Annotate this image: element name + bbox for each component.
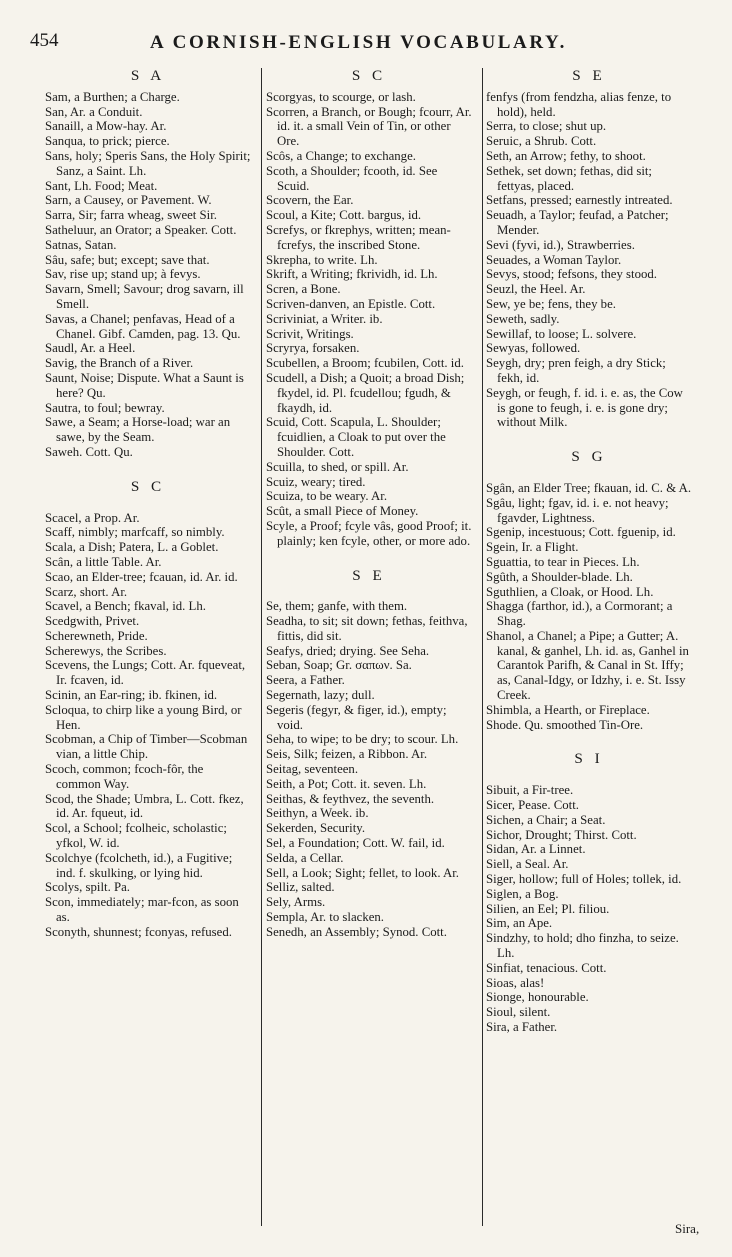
vocab-entry: Sell, a Look; Sight; fellet, to look. Ar. — [266, 865, 460, 880]
vocab-entry: Sanqua, to prick; pierce. — [45, 134, 170, 149]
vocab-entry: Shode. Qu. smoothed Tin-Ore. — [486, 717, 644, 732]
vocab-entry: Scuiz, weary; tired. — [266, 474, 366, 489]
vocab-entry: Seuzl, the Heel. Ar. — [486, 282, 586, 297]
vocab-entry: Sguthlien, a Cloak, or Hood. Lh. — [486, 584, 654, 599]
vocab-entry: Scuiza, to be weary. Ar. — [266, 489, 388, 504]
vocab-entry: Savarn, Smell; Savour; drog savarn, ill Smell. — [45, 282, 244, 311]
section-heading: S C — [130, 477, 166, 495]
vocab-entry: Sindzhy, to hold; dho finzha, to seize. Lh. — [486, 931, 679, 961]
vocab-entry: Shimbla, a Hearth, or Fireplace. — [486, 702, 650, 717]
vocab-entry: Siger, hollow; full of Holes; tollek, id. — [486, 872, 682, 887]
vocab-entry: Seis, Silk; feizen, a Ribbon. Ar. — [266, 747, 428, 762]
vocab-entry: Skrift, a Writing; fkrividh, id. Lh. — [266, 267, 438, 282]
vocab-entry: Sekerden, Security. — [266, 821, 366, 836]
vocab-entry: Scobman, a Chip of Timber—Scobman vian, a little Chip. — [45, 732, 248, 762]
vocab-entry: Sewyas, followed. — [486, 341, 581, 356]
entry-list — [45, 90, 251, 460]
vocab-entry: Sevi (fyvi, id.), Strawberries. — [486, 237, 635, 252]
vocab-entry: Se, them; ganfe, with them. — [266, 599, 408, 614]
vocab-entry: Sinfiat, tenacious. Cott. — [486, 960, 607, 975]
section-heading: S C — [351, 67, 387, 84]
vocab-entry: Scorren, a Branch, or Bough; fcourr, Ar. id. it. a small Vein of Tin, or other Ore. — [266, 104, 472, 149]
vocab-entry: Scryrya, forsaken. — [266, 341, 360, 356]
vocab-entry: Savas, a Chanel; penfavas, Head of a Chanel. Gibf. Camden, pag. 13. Qu. — [45, 311, 241, 341]
vocab-entry: Sav, rise up; stand up; à fevys. — [45, 267, 201, 282]
vocab-entry: Scût, a small Piece of Money. — [266, 504, 419, 519]
vocab-entry: Sanaill, a Mow-hay. Ar. — [45, 119, 167, 134]
vocab-entry: Scherewneth, Pride. — [45, 628, 148, 643]
vocab-entry: Serra, to close; shut up. — [486, 119, 607, 134]
column-2 — [266, 64, 472, 940]
vocab-entry: Sawe, a Seam; a Horse-load; war an sawe, by the Seam. — [45, 415, 231, 445]
vocab-entry: Scôs, a Change; to exchange. — [266, 148, 416, 163]
vocab-entry: Scherewys, the Scribes. — [45, 643, 167, 658]
vocab-entry: Scoth, a Shoulder; fcooth, id. See Scuid. — [266, 163, 438, 193]
vocab-entry: Saunt, Noise; Dispute. What a Saunt is here? Qu. — [45, 370, 244, 400]
vocab-entry: Siell, a Seal. Ar. — [486, 857, 569, 872]
vocab-entry: Screfys, or fkrephys, written; mean-fcrefys, the inscribed Stone. — [266, 222, 451, 252]
vocab-entry: Sâu, safe; but; except; save that. — [45, 252, 210, 267]
vocab-entry: Scubellen, a Broom; fcubilen, Cott. id. — [266, 356, 464, 371]
running-head: A CORNISH-ENGLISH VOCABULARY. — [150, 32, 567, 53]
vocab-entry: Sichor, Drought; Thirst. Cott. — [486, 827, 637, 842]
vocab-entry: Sichen, a Chair; a Seat. — [486, 812, 606, 827]
vocab-entry: Scoul, a Kite; Cott. bargus, id. — [266, 208, 422, 223]
vocab-entry: Sgâu, light; fgav, id. i. e. not heavy; fgavder, Lightness. — [486, 495, 669, 525]
vocab-entry: Scuid, Cott. Scapula, L. Shoulder; fcuidlien, a Cloak to put over the Shoulder. Cott. — [266, 415, 446, 459]
vocab-entry: Scolys, spilt. Pa. — [45, 880, 130, 895]
vocab-entry: Seth, an Arrow; fethy, to shoot. — [486, 148, 646, 163]
vocab-entry: Seera, a Father. — [266, 673, 345, 688]
vocab-entry: Sevys, stood; fefsons, they stood. — [486, 267, 657, 282]
vocab-entry: Sely, Arms. — [266, 895, 326, 910]
entry-list — [266, 599, 472, 939]
section-heading: S G — [571, 448, 607, 466]
vocab-entry: Scala, a Dish; Patera, L. a Goblet. — [45, 540, 219, 555]
vocab-entry: Scân, a little Table. Ar. — [45, 554, 162, 569]
vocab-entry: Sewillaf, to loose; L. solvere. — [486, 326, 637, 341]
vocab-entry: Scloqua, to chirp like a young Bird, or Hen. — [45, 702, 242, 732]
vocab-entry: Sgenip, incestuous; Cott. fguenip, id. — [486, 525, 676, 540]
vocab-entry: Sioas, alas! — [486, 975, 545, 990]
vocab-entry: Selda, a Cellar. — [266, 850, 344, 865]
vocab-entry: Selliz, salted. — [266, 880, 335, 895]
vocab-entry: Savig, the Branch of a River. — [45, 356, 194, 371]
entry-list — [266, 90, 472, 549]
vocab-entry: Sidan, Ar. a Linnet. — [486, 842, 586, 857]
vocab-entry: Scoch, common; fcoch-fôr, the common Way. — [45, 762, 204, 791]
vocab-entry: Scyle, a Proof; fcyle vâs, good Proof; it. plainly; ken fcyle, other, or more ado. — [266, 518, 472, 548]
vocab-entry: Seithas, & feythvez, the seventh. — [266, 791, 435, 806]
vocab-entry: Scinin, an Ear-ring; ib. fkinen, id. — [45, 688, 218, 703]
section-heading: S E — [352, 566, 386, 584]
vocab-entry: Satheluur, an Orator; a Speaker. Cott. — [45, 222, 237, 237]
vocab-entry: Siglen, a Bog. — [486, 886, 559, 901]
vocab-entry: Scrivit, Writings. — [266, 326, 354, 341]
column-rule — [482, 68, 483, 1226]
vocab-entry: Scorgyas, to scourge, or lash. — [266, 89, 416, 104]
vocab-entry: Scedgwith, Privet. — [45, 614, 140, 629]
vocab-entry: Silien, an Eel; Pl. filiou. — [486, 901, 610, 916]
vocab-entry: San, Ar. a Conduit. — [45, 104, 143, 119]
vocab-entry: Sarn, a Causey, or Pavement. W. — [45, 193, 212, 208]
vocab-entry: Sim, an Ape. — [486, 916, 553, 931]
column-rule — [261, 68, 262, 1226]
vocab-entry: Scovern, the Ear. — [266, 193, 354, 208]
section-heading: S A — [130, 67, 166, 84]
entry-list — [486, 783, 692, 1035]
vocab-entry: Sans, holy; Speris Sans, the Holy Spirit; Sanz, a Saint. Lh. — [45, 148, 251, 178]
vocab-entry: Scriven-danven, an Epistle. Cott. — [266, 296, 436, 311]
section-heading: S E — [572, 67, 606, 84]
vocab-entry: Seygh, dry; pren feigh, a dry Stick; fekh, id. — [486, 356, 666, 385]
vocab-entry: Scaff, nimbly; marfcaff, so nimbly. — [45, 525, 225, 540]
column-1 — [45, 64, 251, 940]
vocab-entry: Sconyth, shunnest; fconyas, refused. — [45, 924, 232, 939]
vocab-entry: Sempla, Ar. to slacken. — [266, 910, 384, 925]
entry-list — [486, 481, 692, 733]
vocab-entry: Scao, an Elder-tree; fcauan, id. Ar. id. — [45, 569, 238, 584]
vocab-entry: Sicer, Pease. Cott. — [486, 798, 579, 813]
vocab-entry: Sethek, set down; fethas, did sit; fettyas, placed. — [486, 163, 652, 193]
vocab-entry: Seuadh, a Taylor; feufad, a Patcher; Mender. — [486, 208, 669, 237]
vocab-entry: Sarra, Sir; farra wheag, sweet Sir. — [45, 208, 217, 223]
catchword: Sira, — [675, 1221, 700, 1236]
vocab-entry: Sel, a Foundation; Cott. W. fail, id. — [266, 836, 445, 851]
vocab-entry: Sira, a Father. — [486, 1020, 558, 1035]
vocab-entry: Sioul, silent. — [486, 1005, 551, 1020]
vocab-entry: Saudl, Ar. a Heel. — [45, 341, 136, 356]
vocab-entry: Scarz, short. Ar. — [45, 584, 128, 599]
vocab-entry: Scon, immediately; mar-fcon, as soon as. — [45, 895, 239, 925]
column-3 — [486, 64, 692, 1035]
vocab-entry: Scriviniat, a Writer. ib. — [266, 311, 383, 326]
page-number: 454 — [30, 30, 59, 51]
vocab-entry: Sgân, an Elder Tree; fkauan, id. C. & A. — [486, 480, 692, 495]
vocab-entry: Seha, to wipe; to be dry; to scour. Lh. — [266, 732, 459, 747]
vocab-entry: Seitag, seventeen. — [266, 762, 359, 777]
vocab-entry: Satnas, Satan. — [45, 237, 117, 252]
vocab-entry: Scavel, a Bench; fkaval, id. Lh. — [45, 599, 206, 614]
vocab-entry: Scol, a School; fcolheic, scholastic; yfkol, W. id. — [45, 821, 227, 851]
section-heading: S I — [574, 750, 604, 768]
vocab-entry: Segernath, lazy; dull. — [266, 688, 375, 703]
vocab-entry: Segeris (fegyr, & figer, id.), empty; void. — [266, 702, 447, 732]
vocab-entry: Scuilla, to shed, or spill. Ar. — [266, 459, 409, 474]
entry-list — [45, 511, 251, 940]
vocab-entry: Shagga (farthor, id.), a Cormorant; a Shag. — [486, 599, 673, 629]
vocab-entry: Shanol, a Chanel; a Pipe; a Gutter; A. kanal, & ganhel, Lh. id. as, Ganhel in Carantok Parifh, & Canal in St. Iffy; as, Canal-Idgy, or Idzhy, i. e. St. Issy Creek. — [486, 628, 689, 703]
vocab-entry: Seruic, a Shrub. Cott. — [486, 134, 597, 149]
vocab-entry: Seithyn, a Week. ib. — [266, 806, 369, 821]
vocab-entry: Saweh. Cott. Qu. — [45, 444, 133, 459]
entry-list — [486, 90, 692, 430]
vocab-entry: Sam, a Burthen; a Charge. — [45, 89, 180, 104]
vocab-entry: fenfys (from fendzha, alias fenze, to hold), held. — [486, 89, 672, 119]
vocab-entry: Scod, the Shade; Umbra, L. Cott. fkez, id. Ar. fqueut, id. — [45, 791, 244, 821]
vocab-entry: Seweth, sadly. — [486, 311, 560, 326]
vocab-entry: Seith, a Pot; Cott. it. seven. Lh. — [266, 776, 427, 791]
vocab-entry: Scudell, a Dish; a Quoit; a broad Dish; fkydel, id. Pl. fcudellou; fgudh, & fkaydh, id. — [266, 370, 465, 415]
vocab-entry: Sguattia, to tear in Pieces. Lh. — [486, 554, 640, 569]
vocab-entry: Seafys, dried; drying. See Seha. — [266, 643, 430, 658]
vocab-entry: Sant, Lh. Food; Meat. — [45, 178, 158, 193]
vocab-entry: Sautra, to foul; bewray. — [45, 400, 165, 415]
vocab-entry: Sgûth, a Shoulder-blade. Lh. — [486, 569, 633, 584]
vocab-entry: Skrepha, to write. Lh. — [266, 252, 378, 267]
vocab-entry: Sgein, Ir. a Flight. — [486, 540, 579, 555]
vocab-entry: Seuades, a Woman Taylor. — [486, 252, 622, 267]
vocab-entry: Senedh, an Assembly; Synod. Cott. — [266, 924, 447, 939]
vocab-entry: Seban, Soap; Gr. σαπων. Sa. — [266, 658, 412, 673]
vocab-entry: Sibuit, a Fir-tree. — [486, 783, 574, 798]
vocab-entry: Scevens, the Lungs; Cott. Ar. fqueveat, Ir. fcaven, id. — [45, 658, 246, 688]
vocab-entry: Scacel, a Prop. Ar. — [45, 510, 140, 525]
vocab-entry: Seadha, to sit; sit down; fethas, feithva, fittis, did sit. — [266, 614, 468, 643]
vocab-entry: Scolchye (fcolcheth, id.), a Fugitive; ind. f. skulking, or lying hid. — [45, 850, 233, 880]
vocab-entry: Sew, ye be; fens, they be. — [486, 296, 616, 311]
vocab-entry: Sionge, honourable. — [486, 990, 589, 1005]
vocab-entry: Setfans, pressed; earnestly intreated. — [486, 193, 673, 208]
vocab-entry: Seygh, or feugh, f. id. i. e. as, the Cow is gone to feugh, i. e. is gone dry; without Milk. — [486, 385, 683, 430]
vocab-entry: Scren, a Bone. — [266, 282, 341, 297]
